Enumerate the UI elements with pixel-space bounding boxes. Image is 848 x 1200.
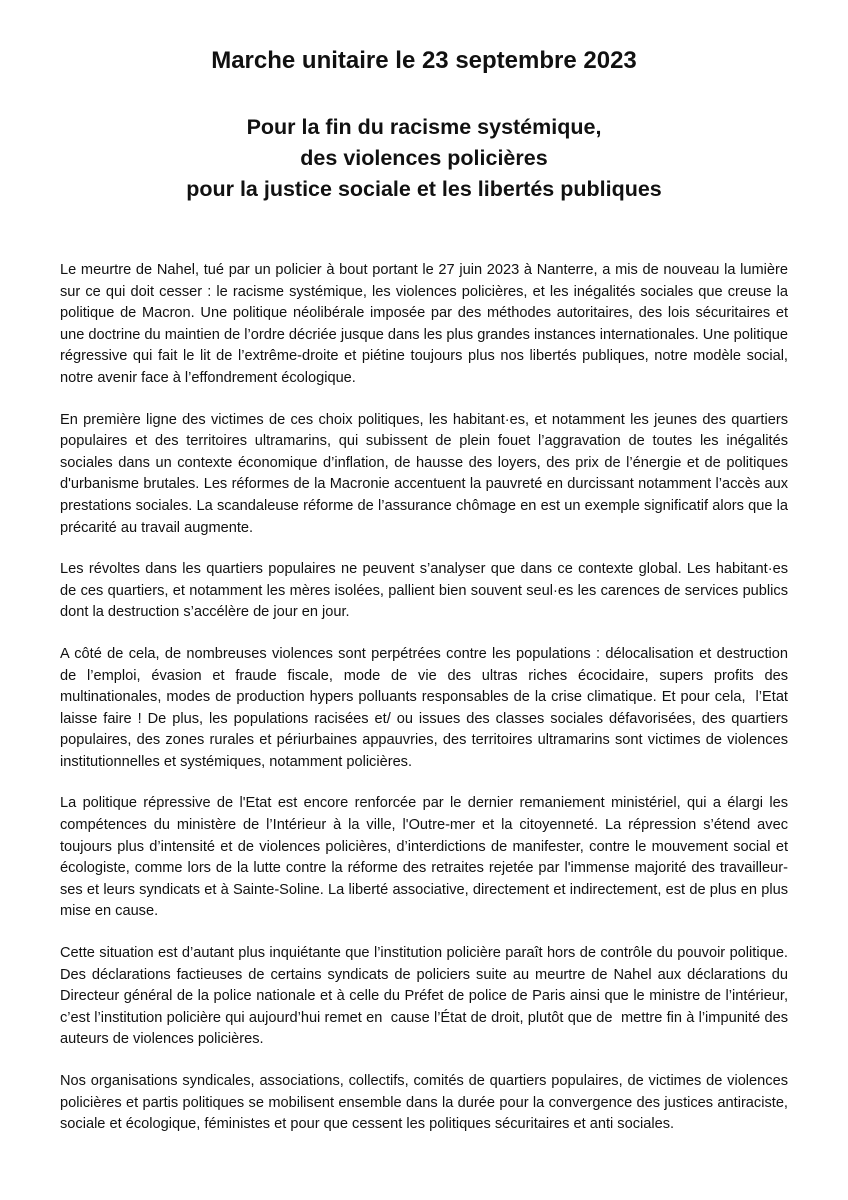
paragraph-3: Les révoltes dans les quartiers populaires ne peuvent s’analyser que dans ce contexte global. Les habitant·es de ces quartiers, et notamment les mères isolées, pallient bien souvent seul·es les carences de services publics dont la destruction s’accélère de jour en jour. — [60, 561, 793, 621]
subtitle-line: Pour la fin du racisme systémique, — [246, 115, 602, 139]
paragraph-4: A côté de cela, de nombreuses violences sont perpétrées contre les populations : délocalisation et destruction de l’emploi, évasion et fraude fiscale, mode de vie des ultras riches écocidaire, supers profits des multinationales, modes de production hypers polluants responsables de la crise climatique. Et pour cela, l’Etat laisse faire ! De plus, les populations racisées et/ ou issues des classes sociales défavorisées, des quartiers populaires, des zones rurales et périurbaines appauvries, des territoires ultramarins sont victimes de violences institutionnelles et systémiques, notamment policières. — [60, 645, 793, 770]
paragraph-7: Nos organisations syndicales, associations, collectifs, comités de quartiers populaires, de victimes de violences policières et partis politiques se mobilisent ensemble dans la durée pour la convergence des justices antiraciste, sociale et écologique, féministes et pour que cessent les politiques sécuritaires et anti sociales. — [60, 1073, 793, 1133]
page-title: Marche unitaire le 23 septembre 2023 — [211, 47, 637, 74]
paragraph-2: En première ligne des victimes de ces choix politiques, les habitant·es, et notamment les jeunes des quartiers populaires et des territoires ultramarins, qui subissent de plein fouet l’aggravation de toutes les inégalités sociales dans un contexte économique d’inflation, de hausse des loyers, des prix de l’énergie et de politiques d'urbanisme brutales. Les réformes de la Macronie accentuent la pauvreté en durcissant notamment l’accès aux prestations sociales. La scandaleuse réforme de l’assurance chômage en est un exemple significatif alors que la précarité au travail augmente. — [60, 411, 793, 536]
paragraph-6: Cette situation est d’autant plus inquiétante que l’institution policière paraît hors de contrôle du pouvoir politique. Des déclarations factieuses de certains syndicats de policiers suite au meurtre de Nahel aux déclarations du Directeur général de la police nationale et à celle du Préfet de police de Paris ainsi que le ministre de l’intérieur, c’est l’institution policière qui aujourd’hui remet en cause l’État de droit, plutôt que de mettre fin à l’impunité des auteurs de violences policières. — [60, 945, 793, 1048]
subtitle-line: pour la justice sociale et les libertés publiques — [186, 177, 662, 201]
subtitle — [0, 112, 848, 205]
subtitle-line: des violences policières — [300, 146, 548, 170]
paragraph-1: Le meurtre de Nahel, tué par un policier à bout portant le 27 juin 2023 à Nanterre, a mis de nouveau la lumière sur ce qui doit cesser : le racisme systémique, les violences policières, et les inégalités sociales que creuse la politique de Macron. Une politique néolibérale imposée par des méthodes autoritaires, des lois sécuritaires et une doctrine du maintien de l’ordre décriée jusque dans les plus grandes instances internationales. Une politique régressive qui fait le lit de l’extrême-droite et piétine toujours plus nos libertés publiques, notre modèle social, notre avenir face à l’effondrement écologique. — [60, 262, 793, 386]
paragraph-5: La politique répressive de l'Etat est encore renforcée par le dernier remaniement ministériel, qui a élargi les compétences du ministère de l’Intérieur à la ville, l'Outre-mer et la citoyenneté. La répression s’étend avec toujours plus d’intensité et de violences policières, d’interdictions de manifester, contre le mouvement social et écologiste, comme lors de la lutte contre la réforme des retraites rejetée par l'immense majorité des travailleur-ses et leurs syndicats et à Sainte-Soline. La liberté associative, directement et indirectement, est de plus en plus mise en cause. — [60, 795, 793, 920]
body-text — [60, 260, 793, 1156]
